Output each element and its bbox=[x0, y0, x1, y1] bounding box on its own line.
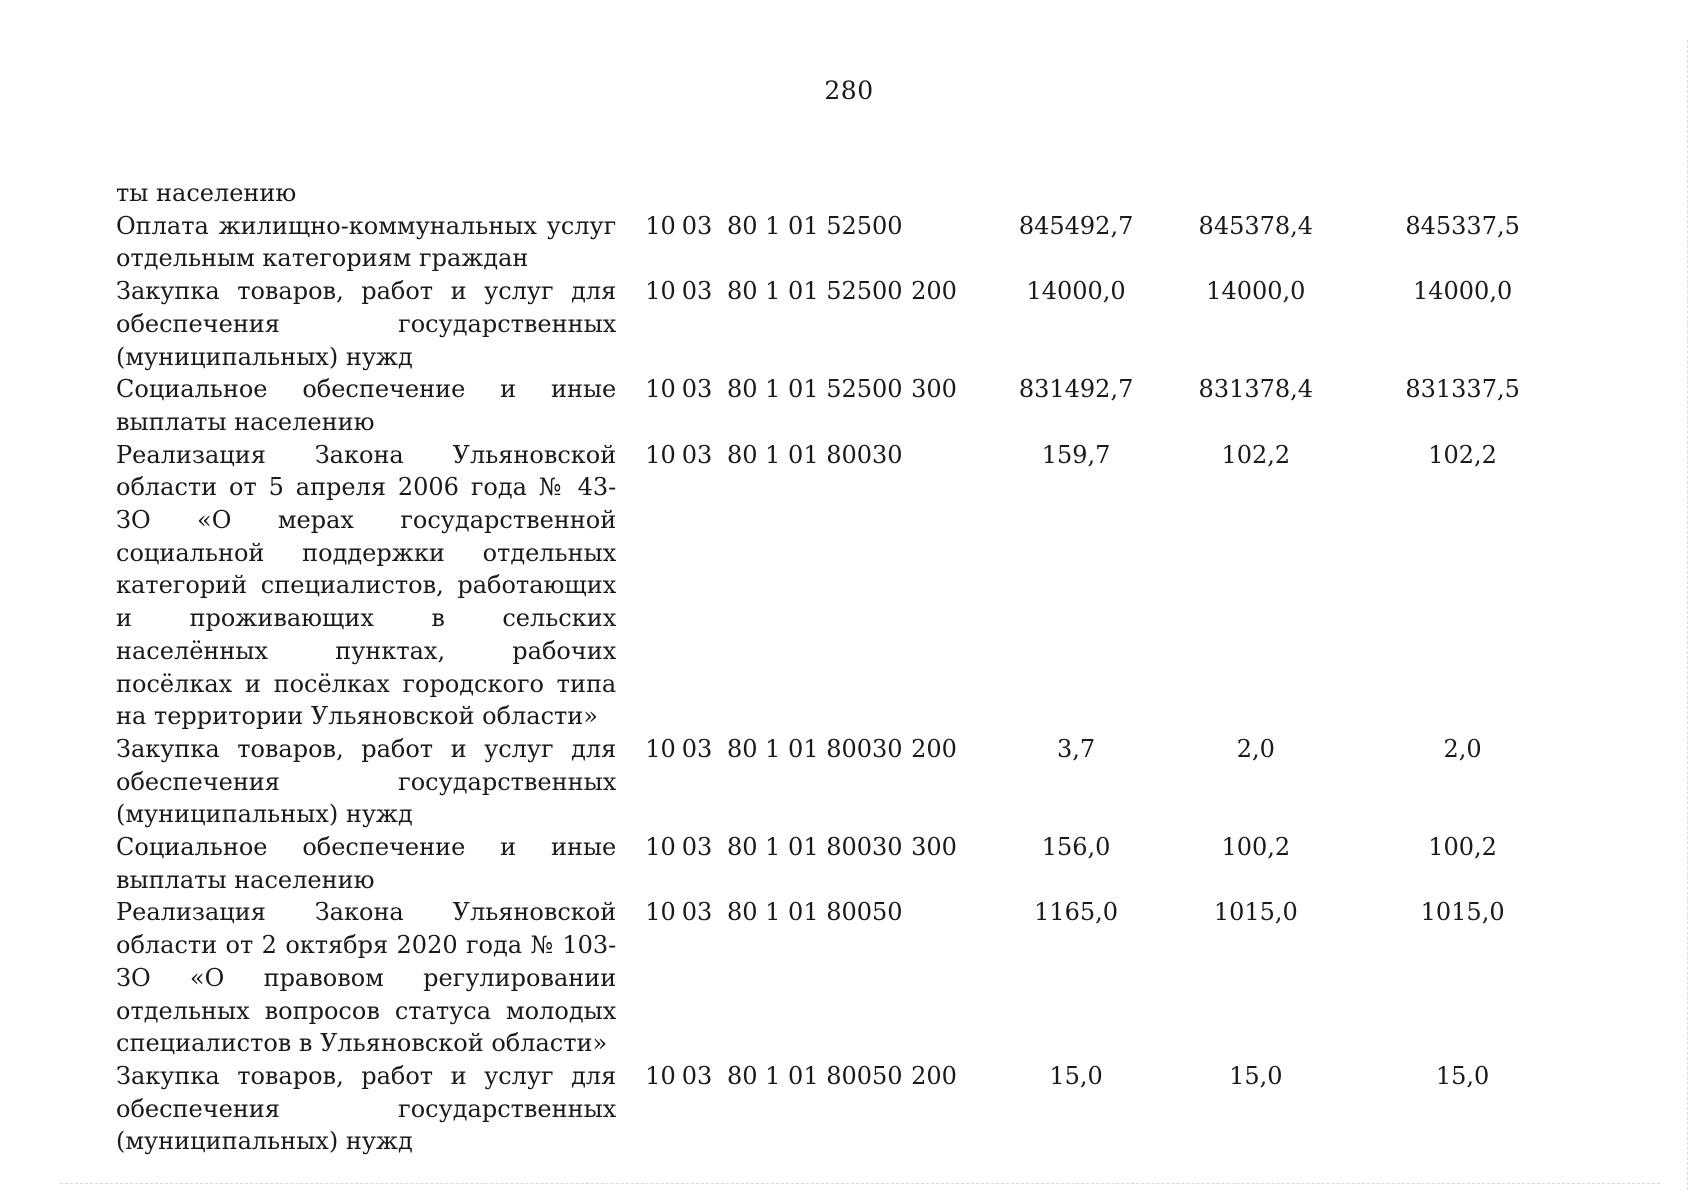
row-name: Реализация Закона Ульяновской области от 5 апреля 2006 года № 43-ЗО «О мерах государственной социальной поддержки отдельных категорий специалистов, работающих и проживающих в сельских населённых пунктах, рабочих посёлках и посёлках городского типа на территории Ульяновской области» bbox=[116, 440, 617, 731]
row-amount-3: 1015,0 bbox=[1420, 898, 1505, 927]
row-section-code: 10 bbox=[645, 440, 676, 469]
row-section-code: 10 bbox=[645, 211, 676, 240]
table-row bbox=[116, 1060, 1566, 1158]
row-amount-2: 845378,4 bbox=[1198, 211, 1314, 240]
row-name: Закупка товаров, работ и услуг для обеспечения государственных (муниципальных) нужд bbox=[116, 277, 617, 371]
row-name: Социальное обеспечение и иные выплаты населению bbox=[116, 375, 617, 436]
row-subsection-code: 03 bbox=[681, 375, 713, 404]
row-expense-type-code: 200 bbox=[911, 734, 957, 763]
row-amount-1: 3,7 bbox=[1057, 734, 1096, 763]
row-section-code: 10 bbox=[645, 1061, 676, 1090]
row-expense-type-code: 300 bbox=[911, 833, 957, 862]
row-amount-2: 2,0 bbox=[1236, 734, 1275, 763]
row-amount-2: 102,2 bbox=[1221, 440, 1291, 469]
row-subsection-code: 03 bbox=[681, 1061, 713, 1090]
row-amount-3: 14000,0 bbox=[1412, 277, 1513, 306]
row-target-article-code: 80 1 01 80030 bbox=[726, 833, 903, 862]
row-section-code: 10 bbox=[645, 898, 676, 927]
scan-artifact-bottom bbox=[60, 1183, 1660, 1184]
row-target-article-code: 80 1 01 52500 bbox=[726, 375, 903, 404]
row-target-article-code: 80 1 01 52500 bbox=[726, 277, 903, 306]
row-name: Оплата жилищно-коммунальных услуг отдельным категориям граждан bbox=[116, 211, 617, 273]
row-amount-3: 845337,5 bbox=[1405, 211, 1520, 240]
page-number: 280 bbox=[824, 76, 874, 105]
row-section-code: 10 bbox=[645, 375, 676, 404]
table-row bbox=[116, 373, 1566, 438]
table-row bbox=[116, 896, 1566, 1060]
row-expense-type-code: 300 bbox=[911, 375, 957, 404]
row-subsection-code: 03 bbox=[681, 833, 713, 862]
row-amount-2: 1015,0 bbox=[1213, 898, 1298, 927]
row-amount-2: 14000,0 bbox=[1206, 277, 1306, 306]
table-row bbox=[116, 177, 1566, 210]
row-name: Закупка товаров, работ и услуг для обеспечения государственных (муниципальных) нужд bbox=[116, 734, 617, 829]
row-expense-type-code: 200 bbox=[911, 277, 957, 306]
row-subsection-code: 03 bbox=[681, 211, 713, 240]
row-name: Социальное обеспечение и иные выплаты населению bbox=[116, 833, 617, 894]
row-amount-2: 100,2 bbox=[1221, 833, 1291, 862]
row-name: ты населению bbox=[116, 179, 297, 207]
row-amount-3: 100,2 bbox=[1428, 833, 1497, 862]
row-amount-1: 14000,0 bbox=[1026, 277, 1126, 306]
row-amount-2: 15,0 bbox=[1229, 1061, 1283, 1090]
row-subsection-code: 03 bbox=[681, 898, 713, 927]
row-amount-3: 102,2 bbox=[1428, 440, 1497, 469]
row-name: Закупка товаров, работ и услуг для обеспечения государственных (муниципальных) нужд bbox=[116, 1061, 617, 1156]
row-target-article-code: 80 1 01 80050 bbox=[726, 1061, 903, 1090]
row-amount-2: 831378,4 bbox=[1198, 375, 1314, 404]
row-target-article-code: 80 1 01 80030 bbox=[726, 440, 903, 469]
row-amount-3: 831337,5 bbox=[1405, 375, 1520, 404]
row-amount-3: 2,0 bbox=[1443, 734, 1482, 763]
row-target-article-code: 80 1 01 80050 bbox=[726, 898, 903, 927]
row-section-code: 10 bbox=[645, 833, 676, 862]
row-amount-1: 159,7 bbox=[1041, 440, 1111, 469]
row-name: Реализация Закона Ульяновской области от 2 октября 2020 года № 103-ЗО «О правовом регулировании отдельных вопросов статуса молодых специалистов в Ульяновской области» bbox=[116, 898, 617, 1058]
table-row bbox=[116, 439, 1566, 733]
table-row bbox=[116, 210, 1566, 275]
scan-artifact-right bbox=[1687, 40, 1688, 1190]
row-amount-1: 845492,7 bbox=[1018, 211, 1134, 240]
row-target-article-code: 80 1 01 80030 bbox=[726, 734, 903, 763]
row-amount-1: 156,0 bbox=[1041, 833, 1111, 862]
row-subsection-code: 03 bbox=[681, 734, 713, 763]
row-expense-type-code: 200 bbox=[911, 1061, 957, 1090]
row-amount-3: 15,0 bbox=[1435, 1061, 1490, 1090]
table-row bbox=[116, 275, 1566, 373]
budget-table bbox=[116, 177, 1566, 1158]
row-subsection-code: 03 bbox=[681, 440, 713, 469]
row-section-code: 10 bbox=[645, 734, 676, 763]
row-target-article-code: 80 1 01 52500 bbox=[726, 211, 903, 240]
row-section-code: 10 bbox=[645, 277, 676, 306]
row-subsection-code: 03 bbox=[681, 277, 713, 306]
table-row bbox=[116, 733, 1566, 831]
row-amount-1: 1165,0 bbox=[1034, 898, 1119, 927]
row-amount-1: 15,0 bbox=[1049, 1061, 1103, 1090]
table-row bbox=[116, 831, 1566, 896]
row-amount-1: 831492,7 bbox=[1018, 375, 1134, 404]
